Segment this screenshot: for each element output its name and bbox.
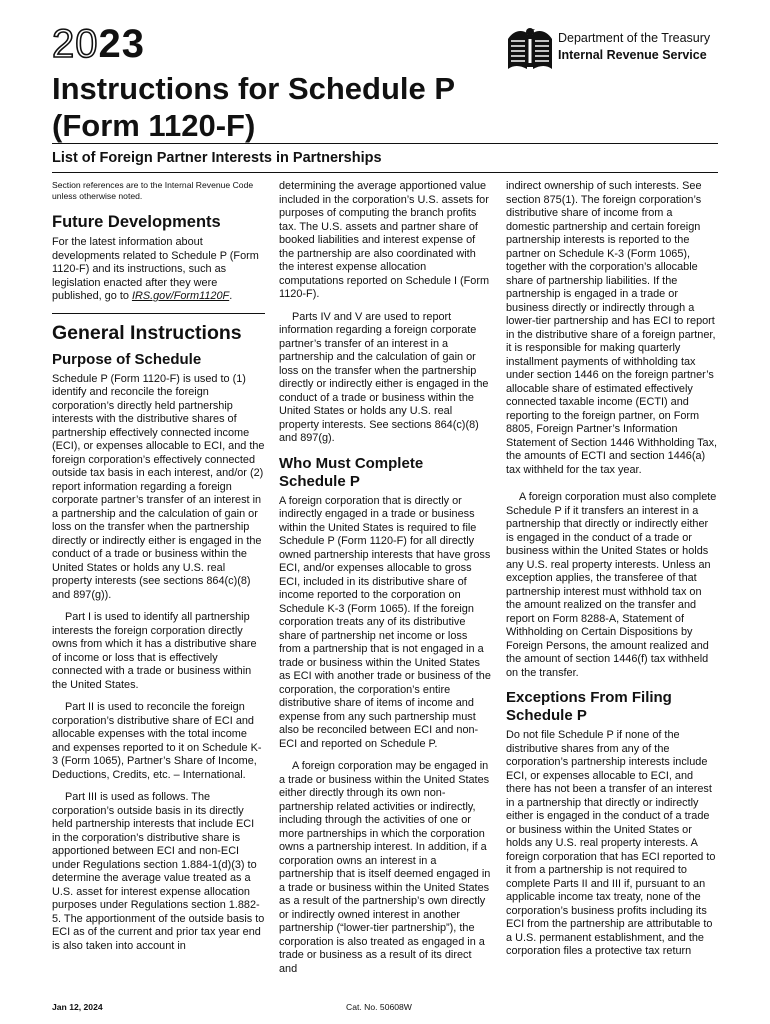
title-line-2: (Form 1120-F) [52,108,256,143]
purpose-paragraph-2: Part I is used to identify all partnership interests the foreign corporation directly owns from which it has a distributive share of income or loss that is effectively connected with a trade or business within the United States. [52,611,257,691]
exceptions-paragraph-1: Do not file Schedule P if none of the distributive shares from any of the corporation’s partnership interests include ECI, or expenses allocable to ECI, and there has not been a transfer of an interest in a partnership that directly or indirectly either is engaged in the conduct of a trade or business within the United States or holds any U.S. real property interests. A foreign corporation that has ECI reported to it from a partnership is not required to complete Parts II and III if, pursuant to an applicable income tax treaty, none of the corporation’s business profits including its ECI from the partnership are attributable to a U.S. permanent establishment, and the corporation files a protective tax return [506,729,716,957]
column2-paragraph-1: determining the average apportioned value included in the corporation’s U.S. assets for purposes of computing the branch profits tax. The U.S. assets and partner share of booked liabilities and interest expense of the partnership are also coordinated with the interest expense allocation computations reported on Schedule I (Form 1120-F). [279,180,490,300]
irs-eagle-logo-icon [505,25,555,75]
future-developments-text [52,236,265,304]
who-must-complete-heading [279,455,492,491]
future-text-end: . [229,290,233,302]
future-text: For the latest information about developments related to Schedule P (Form 1120-F) and its instructions, such as legislation enacted after they were published, go to [52,236,259,302]
tax-year [52,22,145,66]
column3-paragraph-2: A foreign corporation must also complete Schedule P if it transfers an interest in a partnership that directly or indirectly either is engaged in the conduct of a trade or business within the United States or holds any U.S. real property interests. Unless an exception applies, the transferee of that partnership interest must withhold tax on the amount realized on the transfer and report on Form 8288-A, Statement of Withholding on Certain Dispositions by Foreign Persons, the amount realized and the amount of section 1446(f) tax withheld on the transfer. [506,491,717,679]
who-heading-line-1: Who Must Complete [279,454,424,472]
subtitle-divider [52,172,718,173]
purpose-paragraph-4: Part III is used as follows. The corporation’s outside basis in its directly held partnership interests that include ECI in the corporation’s distributive share is apportioned between ECI and non-ECI under Regulations section 1.884-1(d)(3) to determine the average value treated as a U.S. asset for interest expense allocation purposes under Regulations section 1.882-5. The apportionment of the outside basis to ECI as of the current and prior tax year end is also taken into account in [52,791,265,952]
year-solid-digits: 23 [98,22,145,66]
section-references-note: Section references are to the Internal Revenue Code unless otherwise noted. [52,180,254,201]
future-developments-heading: Future Developments [52,213,221,231]
agency-block [558,30,710,64]
exceptions-heading-line-2: Schedule P [506,707,587,724]
who-paragraph-1: A foreign corporation that is directly or indirectly engaged in a trade or business within the United States is required to file Schedule P (Form 1120-F) for all directly owned partnership interests that have gross ECI, and/or expenses allocable to gross ECI, included in its distributive share of income reported to the corporation on Schedule K-3 (Form 1065). If the foreign corporation treats any of its distributive share of partnership net income or loss from a partnership that is not engaged in a trade or business within the United States as ECI with another trade or business of the corporation, the corporation’s entire distributive share of items of income and expense from any such partnership must also be reconciled between ECI and non-ECI and reported on Schedule P. [279,494,491,750]
title-divider [52,143,718,144]
purpose-paragraph-3: Part II is used to reconcile the foreign corporation’s distributive share of ECI and allocable expenses with the total income and expenses reported to it on Schedule K-3 (Form 1065), Partner’s Share of Income, Deductions, Credits, etc. – International. [52,701,262,781]
who-heading-line-2: Schedule P [279,472,360,490]
year-outline-digits: 20 [52,22,99,66]
column3-paragraph-1: indirect ownership of such interests. See section 875(1). The foreign corporation’s distributive share of income from a domestic partnership and certain foreign partnership interests is reported to the partner on Schedule K-3 (Form 1065), together with the corporation’s allocable share of partnership liabilities. If the partnership is engaged in a trade or business directly or indirectly through a lower-tier partnership and has ECI to report in the distributive share of a foreign partner, it is responsible for making quarterly installment payments of withholding tax under section 1446 on the foreign partner’s allocable share of estimated effectively connected taxable income (ECTI) and reporting to the foreign partner, on Form 8805, Foreign Partner’s Information Statement of Section 1446 Withholding Tax, the amounts of ECTI and section 1446(a) tax withheld for the tax year. [506,180,718,476]
footer-catalog-number: Cat. No. 50608W [346,1002,412,1012]
irs-form1120f-link[interactable]: IRS.gov/Form1120F [131,290,230,302]
who-paragraph-2: A foreign corporation may be engaged in a trade or business within the United States either directly through its own non-partnership related activities or indirectly, including through the activities of one or more partnerships in which the corporation owns a partnership interest. In addition, if a corporation owns an interest in a partnership that is itself deemed engaged in a trade or business within the United States as a result of the partnership’s own directly or indirectly owned interest in another partnership (“lower-tier partnership”), the corporation is also treated as engaged in a trade or business as a result of its direct and [279,760,491,975]
department-name: Department of the Treasury [558,31,711,45]
exceptions-heading-line-1: Exceptions From Filing [506,689,672,706]
agency-name: Internal Revenue Service [558,48,707,62]
column-1 [52,180,265,962]
exceptions-heading [506,689,719,725]
footer-date: Jan 12, 2024 [52,1002,103,1012]
purpose-paragraph-1: Schedule P (Form 1120-F) is used to (1) identify and reconcile the foreign corporation’s directly held partnership interests with the distributive shares of partnership effectively connected income (ECI), or expenses allocable to ECI, and the foreign corporation’s effectively connected outside tax basis in each interest, and/or (2) report information regarding a foreign corporate partner’s transfer of an interest in a partnership and the calculation of gain or loss on the transfer when the partnership directly or indirectly either is engaged in the conduct of a trade or business within the United States or holds any U.S. real property interests (see sections 864(c)(8) and 897(g)). [52,372,265,601]
page-title [52,70,652,144]
column-2 [279,180,492,985]
page-subtitle: List of Foreign Partner Interests in Partnerships [52,150,382,166]
general-instructions-heading: General Instructions [52,321,242,344]
title-line-1: Instructions for Schedule P [52,71,456,106]
section-divider [52,313,265,314]
column2-paragraph-2: Parts IV and V are used to report information regarding a foreign corporate partner’s transfer of an interest in a partnership and the calculation of gain or loss on the transfer when the partnership directly or indirectly either is engaged in the conduct of a trade or business within the United States or holds any U.S. real property interests. See sections 864(c)(8) and 897(g). [279,310,489,444]
column-3 [506,180,719,968]
purpose-heading: Purpose of Schedule [52,350,202,368]
